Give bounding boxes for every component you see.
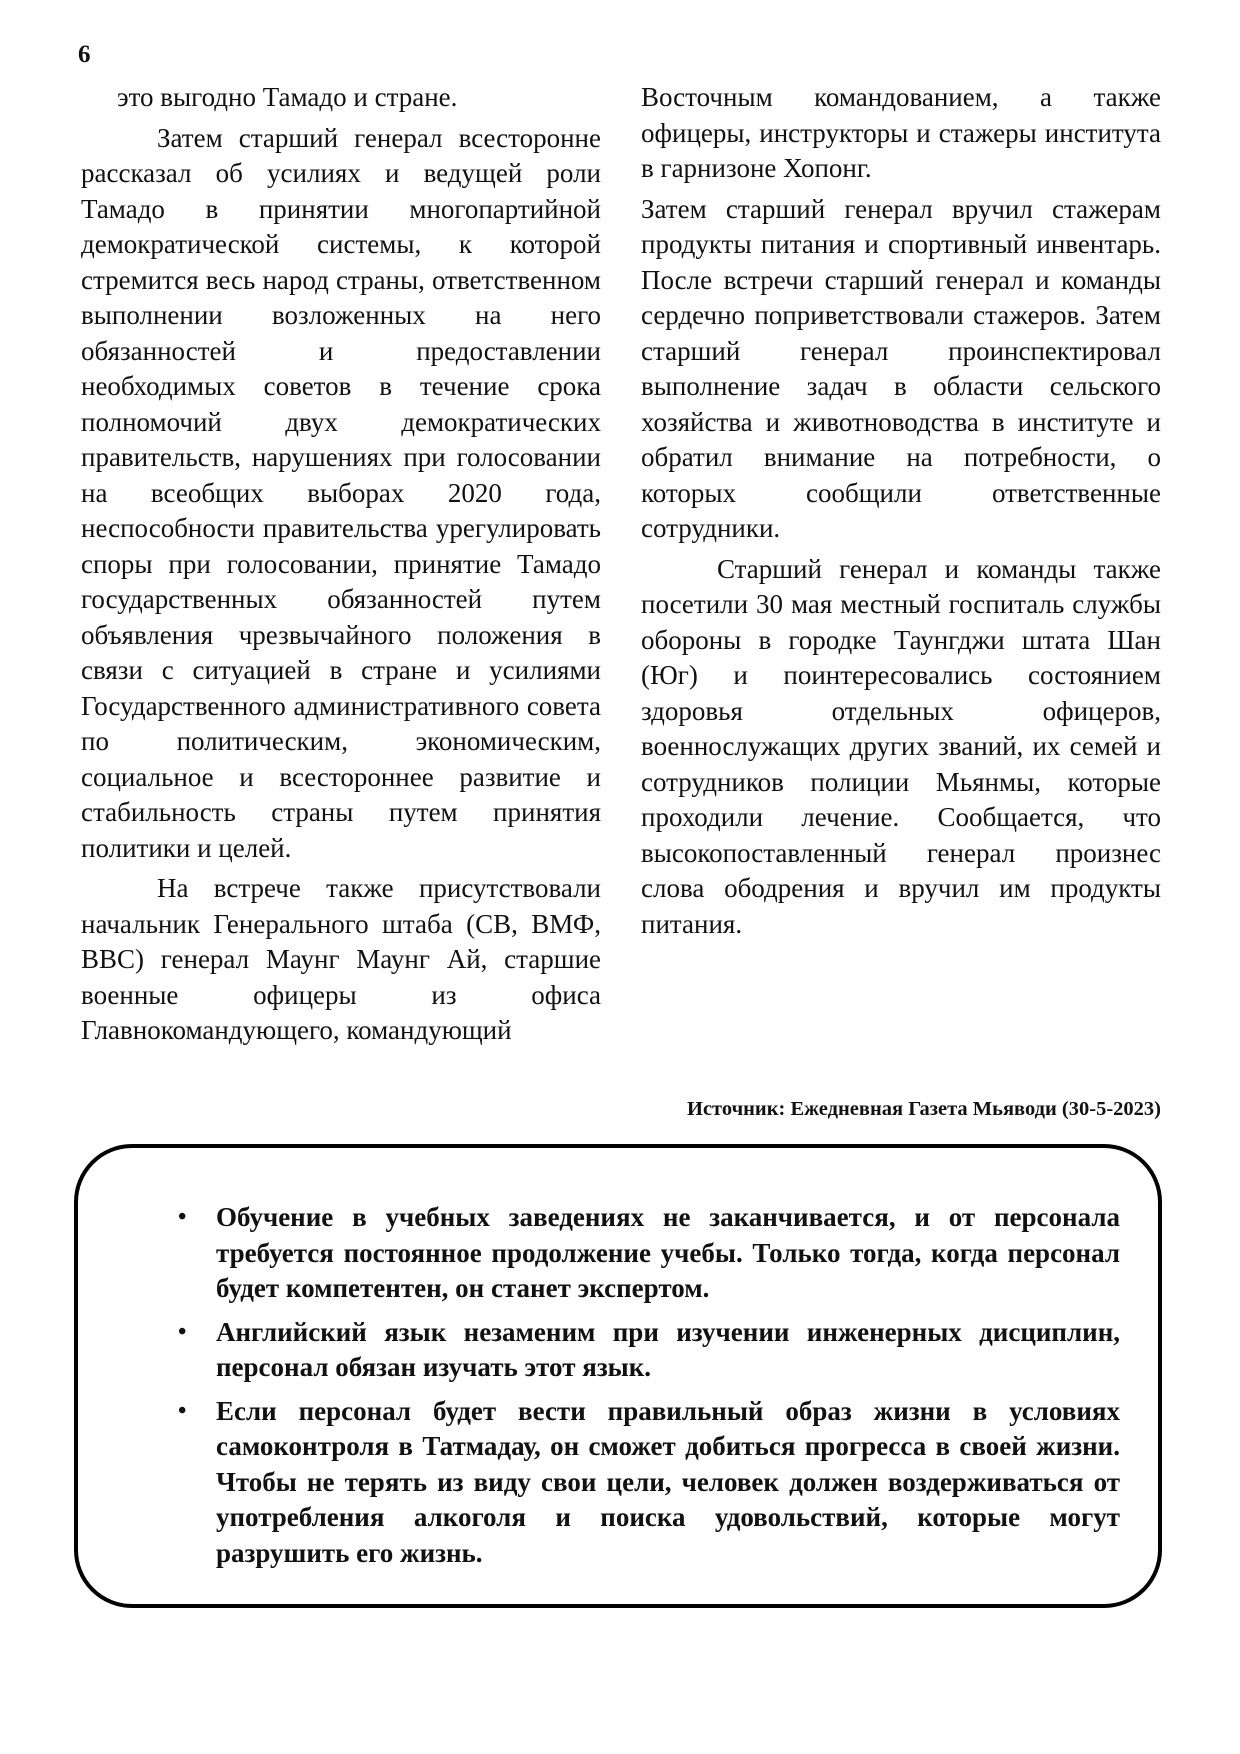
page-number: 6 bbox=[78, 41, 91, 68]
callout-box bbox=[74, 1144, 1162, 1608]
callout-item bbox=[142, 1394, 1120, 1572]
paragraph: На встрече также присутствовали начальник Генерального штаба (СВ, ВМФ, ВВС) генерал Маунг Маунг Ай, старшие военные офицеры из офиса Главнокомандующего, командующий bbox=[81, 873, 601, 1045]
callout-item bbox=[142, 1200, 1120, 1307]
callout-item-text: Если персонал будет вести правильный образ жизни в условиях самоконтроля в Татмадау, он сможет добиться прогресса в своей жизни. Чтобы не терять из виду свои цели, человек должен воздерживаться от употребления алкоголя и поиска удовольствий, которые могут разрушить его жизнь. bbox=[216, 1395, 1120, 1568]
paragraph: Затем старший генерал всесторонне рассказал об усилиях и ведущей роли Тамадо в принятии многопартийной демократической системы, к которой стремится весь народ страны, ответственном выполнении возложенных на него обязанностей и предоставлении необходимых советов в течение срока полномочий двух демократических правительств, нарушениях при голосовании на всеобщих выборах 2020 года, неспособности правительства урегулировать споры при голосовании, принятие Тамадо государственных обязанностей путем объявления чрезвычайного положения в связи с ситуацией в стране и усилиями Государственного административного совета по политическим, экономическим, социальное и всестороннее развитие и стабильность страны путем принятия политики и целей. bbox=[81, 122, 601, 863]
paragraph-continuation: Восточным командованием, а также офицеры, инструкторы и стажеры института в гарнизоне Хопонг. bbox=[641, 82, 1161, 183]
source-citation: Источник: Ежедневная Газета Мьяводи (30-5-2023) bbox=[687, 1098, 1161, 1120]
bullet-icon: • bbox=[178, 1318, 187, 1345]
callout-item bbox=[142, 1315, 1120, 1386]
callout-item-text: Обучение в учебных заведениях не заканчивается, и от персонала требуется постоянное продолжение учебы. Только тогда, когда персонал будет компетентен, он станет экспертом. bbox=[216, 1202, 1120, 1303]
right-column bbox=[641, 80, 1161, 942]
left-column bbox=[81, 80, 601, 1049]
paragraph-continuation: это выгодно Тамадо и стране. bbox=[117, 82, 458, 112]
bullet-icon: • bbox=[178, 1204, 187, 1230]
callout-item-text: Английский язык незаменим при изучении инженерных дисциплин, персонал обязан изучать этот язык. bbox=[216, 1316, 1120, 1382]
paragraph: Затем старший генерал вручил стажерам продукты питания и спортивный инвентарь. После встречи старший генерал и команды сердечно поприветствовали стажеров. Затем старший генерал проинспектировал выполнение задач в области сельского хозяйства и животноводства в институте и обратил внимание на потребности, о которых сообщили ответственные сотрудники. bbox=[641, 193, 1161, 543]
bullet-icon: • bbox=[178, 1397, 187, 1424]
callout-list bbox=[142, 1200, 1120, 1571]
paragraph: Старший генерал и команды также посетили 30 мая местный госпиталь службы обороны в городке Таунгджи штата Шан (Юг) и поинтересовались состоянием здоровья отдельных офицеров, военнослужащих других званий, их семей и сотрудников полиции Мьянмы, которые проходили лечение. Сообщается, что высокопоставленный генерал произнес слова ободрения и вручил им продукты питания. bbox=[641, 553, 1161, 939]
